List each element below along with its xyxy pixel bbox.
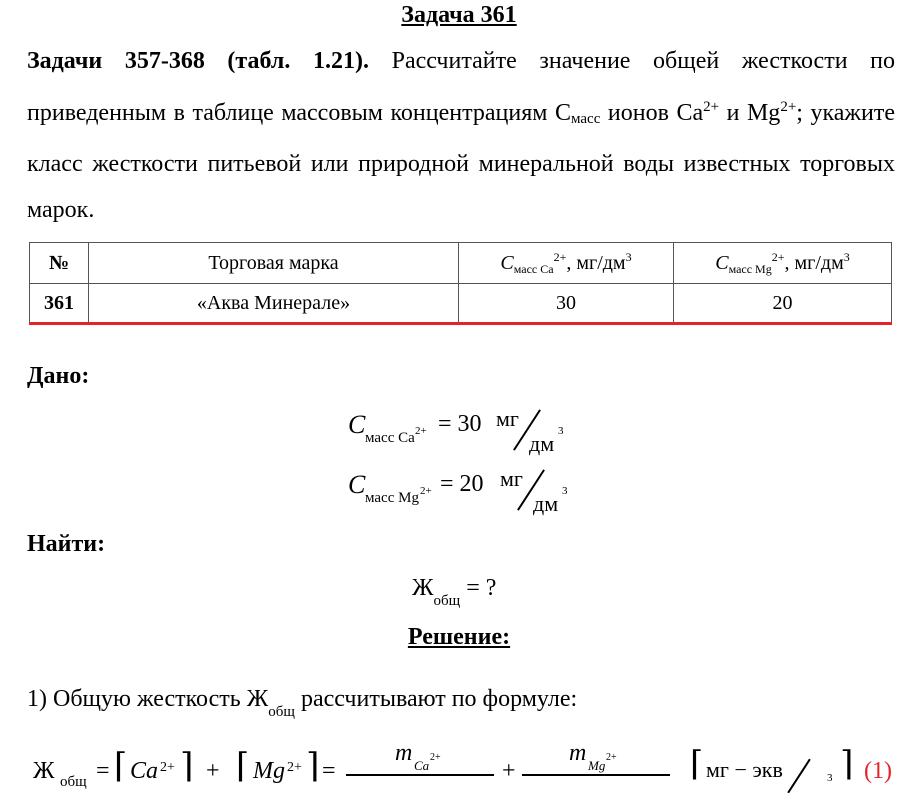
find-symbol: Ж	[412, 575, 434, 601]
header-mg-c: C	[715, 251, 729, 274]
table-header-row	[30, 243, 892, 284]
table-row	[30, 284, 892, 324]
task-text-4: ; укажите класс жесткости питьевой или природной минеральной воды известных торговых марок.	[27, 99, 895, 223]
task-text-1: Рассчитайте значение общей жесткости по приведенным в таблице массовым концентрациям C	[27, 48, 895, 126]
formula-m-mg-sub: Mg	[588, 758, 606, 773]
given-ca-c: C	[348, 410, 366, 439]
bracket-close-unit: ⌉	[840, 746, 854, 783]
formula-equals: =	[96, 758, 110, 784]
given-mg-sub: масс Mg	[365, 490, 419, 506]
task-ca-charge: 2+	[703, 98, 720, 115]
formula-ca-sup: 2+	[160, 760, 175, 775]
given-mg-unit-num: мг	[500, 466, 523, 491]
formula-m-ca-sup: 2+	[430, 752, 441, 763]
find-rest: = ?	[466, 575, 497, 601]
formula-mg-sup: 2+	[287, 760, 302, 775]
given-mg-value: = 20	[440, 471, 484, 497]
formula-plus-2: +	[502, 758, 516, 784]
bracket-open-unit: ⌈	[690, 746, 704, 783]
given-mg-unit-den: дм	[533, 491, 559, 516]
header-ca-c: C	[500, 251, 514, 274]
problem-title: Задача 361	[401, 2, 517, 28]
given-label: Дано:	[27, 363, 90, 389]
header-ca-sup: 2+	[553, 249, 567, 264]
row-number: 361	[30, 284, 89, 324]
formula-m-ca: m	[395, 740, 413, 766]
bracket-open-ca: ⌈	[114, 748, 128, 785]
formula-mg: Mg	[253, 758, 285, 784]
step1-prefix: 1) Общую жесткость	[27, 686, 247, 712]
find-expression	[412, 575, 496, 610]
header-ca-unit-sup: 3	[625, 249, 632, 264]
given-ca-sup: 2+	[415, 425, 427, 437]
formula-fraction-line-ca	[346, 774, 494, 776]
header-number: №	[30, 243, 89, 284]
given-mg-unit-den-sup: 3	[562, 485, 568, 497]
task-statement	[27, 39, 895, 233]
given-mg-sup: 2+	[420, 485, 432, 497]
find-label: Найти:	[27, 531, 106, 557]
row-ca-value: 30	[459, 284, 674, 324]
formula-equals-2: =	[322, 758, 336, 784]
formula-lhs-sub: общ	[60, 774, 87, 790]
solution-step-1	[27, 686, 577, 721]
bracket-open-mg: ⌈	[236, 748, 250, 785]
header-brand: Торговая марка	[89, 243, 459, 284]
step1-symbol: Ж	[246, 686, 269, 712]
header-mg-concentration	[674, 243, 892, 284]
header-ca-unit: , мг/дм	[566, 251, 626, 274]
formula-unit-den-sup: 3	[827, 772, 833, 784]
given-ca-unit-den: дм	[529, 431, 555, 456]
given-ca-value: = 30	[438, 411, 482, 437]
header-mg-sub: масс Mg	[728, 261, 772, 276]
task-text-3: и Mg	[719, 99, 781, 126]
formula-lhs: Ж	[33, 758, 55, 784]
step1-subscript: общ	[268, 704, 295, 720]
step1-suffix: рассчитывают по формуле:	[294, 686, 578, 712]
bracket-close-ca: ⌉	[180, 748, 194, 785]
header-mg-unit-sup: 3	[843, 249, 850, 264]
header-mg-sup: 2+	[771, 249, 785, 264]
formula-ca: Ca	[130, 758, 159, 784]
header-ca-sub: масс Ca	[513, 261, 554, 276]
task-text-2: ионов Ca	[600, 99, 704, 126]
given-mg-c: C	[348, 470, 366, 499]
formula-fraction-line-mg	[522, 774, 670, 776]
task-intro-bold: Задачи 357-368 (табл. 1.21).	[27, 48, 369, 74]
find-subscript: общ	[433, 593, 461, 609]
task-c-subscript: масс	[571, 110, 601, 127]
equation-number: (1)	[864, 758, 892, 784]
given-ca-sub: масс Ca	[365, 430, 415, 446]
formula-line	[0, 740, 918, 790]
given-ca-unit-num: мг	[496, 406, 519, 431]
task-mg-charge: 2+	[780, 98, 797, 115]
given-ca-unit-den-sup: 3	[558, 425, 564, 437]
row-brand: «Аква Минерале»	[89, 284, 459, 324]
formula-unit-num: мг − экв	[706, 757, 783, 782]
concentration-table	[29, 242, 892, 325]
header-ca-concentration	[459, 243, 674, 284]
formula-m-mg: m	[569, 740, 587, 766]
formula-plus: +	[206, 758, 220, 784]
formula-m-mg-sup: 2+	[606, 752, 617, 763]
solution-title: Решение:	[407, 624, 511, 650]
bracket-close-mg: ⌉	[306, 748, 320, 785]
formula-unit-slash	[787, 759, 810, 793]
row-mg-value: 20	[674, 284, 892, 324]
header-mg-unit: , мг/дм	[784, 251, 844, 274]
formula-m-ca-sub: Ca	[414, 758, 430, 773]
